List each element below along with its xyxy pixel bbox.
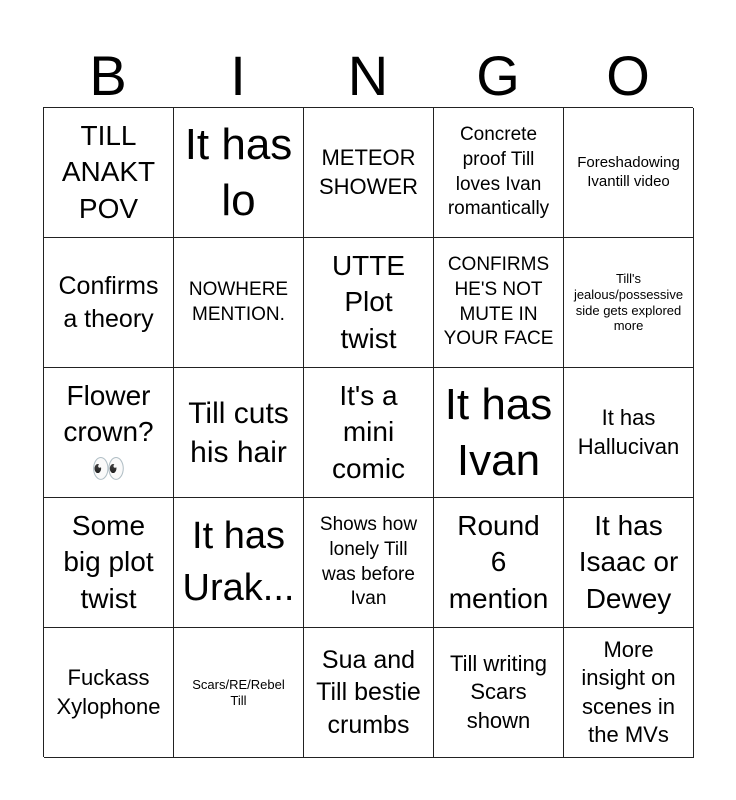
cell-text: NOWHERE MENTION. bbox=[188, 278, 289, 325]
bingo-cell-r1-c3[interactable] bbox=[304, 108, 434, 238]
bingo-cell-r5-c5[interactable] bbox=[564, 628, 694, 758]
cell-text: CONFIRMS HE'S NOT MUTE IN YOUR FACE bbox=[443, 254, 554, 350]
bingo-cell-r5-c4[interactable] bbox=[434, 628, 564, 758]
bingo-cell-r2-c5[interactable] bbox=[564, 238, 694, 368]
cell-text: It's a mini comic bbox=[331, 379, 406, 484]
bingo-header bbox=[43, 46, 693, 106]
bingo-cell-r1-c4[interactable] bbox=[434, 108, 564, 238]
bingo-cell-r3-c5[interactable] bbox=[564, 368, 694, 498]
bingo-cell-r2-c4[interactable] bbox=[434, 238, 564, 368]
cell-text: Flower crown? 👀 bbox=[63, 379, 154, 484]
cell-text: It has Urak... bbox=[182, 515, 295, 609]
cell-text: TILL ANAKT POV bbox=[61, 119, 156, 224]
cell-text: Scars/RE/Rebel Till bbox=[192, 676, 285, 708]
bingo-cell-r3-c2[interactable] bbox=[174, 368, 304, 498]
bingo-grid bbox=[43, 107, 693, 757]
bingo-cell-r1-c1[interactable] bbox=[44, 108, 174, 238]
bingo-cell-r2-c2[interactable] bbox=[174, 238, 304, 368]
bingo-cell-r1-c2[interactable] bbox=[174, 108, 304, 238]
cell-text: More insight on scenes in the MVs bbox=[581, 637, 676, 747]
cell-text: Till cuts his hair bbox=[188, 396, 289, 469]
cell-text: Fuckass Xylophone bbox=[56, 665, 161, 719]
cell-text: METEOR SHOWER bbox=[319, 145, 418, 199]
header-letter-n: N bbox=[347, 44, 389, 107]
cell-text: It has lo bbox=[184, 119, 293, 225]
bingo-cell-r3-c4[interactable] bbox=[434, 368, 564, 498]
cell-text: UTTE Plot twist bbox=[331, 249, 406, 354]
cell-text: Shows how lonely Till was before Ivan bbox=[319, 514, 418, 610]
cell-text: Concrete proof Till loves Ivan romantically bbox=[447, 124, 550, 220]
header-letter-g: G bbox=[476, 44, 520, 107]
bingo-cell-r5-c1[interactable] bbox=[44, 628, 174, 758]
bingo-cell-r4-c3[interactable] bbox=[304, 498, 434, 628]
cell-text: It has Isaac or Dewey bbox=[578, 509, 679, 614]
bingo-cell-r2-c3[interactable] bbox=[304, 238, 434, 368]
header-letter-b: B bbox=[89, 44, 127, 107]
cell-text: Sua and Till bestie crumbs bbox=[316, 645, 421, 739]
cell-text: Till writing Scars shown bbox=[450, 651, 547, 733]
bingo-cell-r5-c2[interactable] bbox=[174, 628, 304, 758]
bingo-cell-r3-c1[interactable] bbox=[44, 368, 174, 498]
bingo-cell-r1-c5[interactable] bbox=[564, 108, 694, 238]
cell-text: Confirms a theory bbox=[58, 272, 159, 333]
bingo-cell-r3-c3[interactable] bbox=[304, 368, 434, 498]
bingo-cell-r2-c1[interactable] bbox=[44, 238, 174, 368]
bingo-cell-r4-c4[interactable] bbox=[434, 498, 564, 628]
cell-text: Till's jealous/possessive side gets explored more bbox=[573, 271, 684, 334]
cell-text: It has Ivan bbox=[444, 379, 553, 485]
bingo-cell-r5-c3[interactable] bbox=[304, 628, 434, 758]
bingo-cell-r4-c2[interactable] bbox=[174, 498, 304, 628]
cell-text: Round 6 mention bbox=[448, 509, 549, 614]
header-letter-o: O bbox=[606, 44, 650, 107]
header-letter-i: I bbox=[230, 44, 246, 107]
cell-text: It has Hallucivan bbox=[577, 405, 680, 459]
bingo-cell-r4-c5[interactable] bbox=[564, 498, 694, 628]
cell-text: Foreshadowing Ivantill video bbox=[577, 153, 680, 190]
cell-text: Some big plot twist bbox=[63, 509, 154, 614]
bingo-cell-r4-c1[interactable] bbox=[44, 498, 174, 628]
